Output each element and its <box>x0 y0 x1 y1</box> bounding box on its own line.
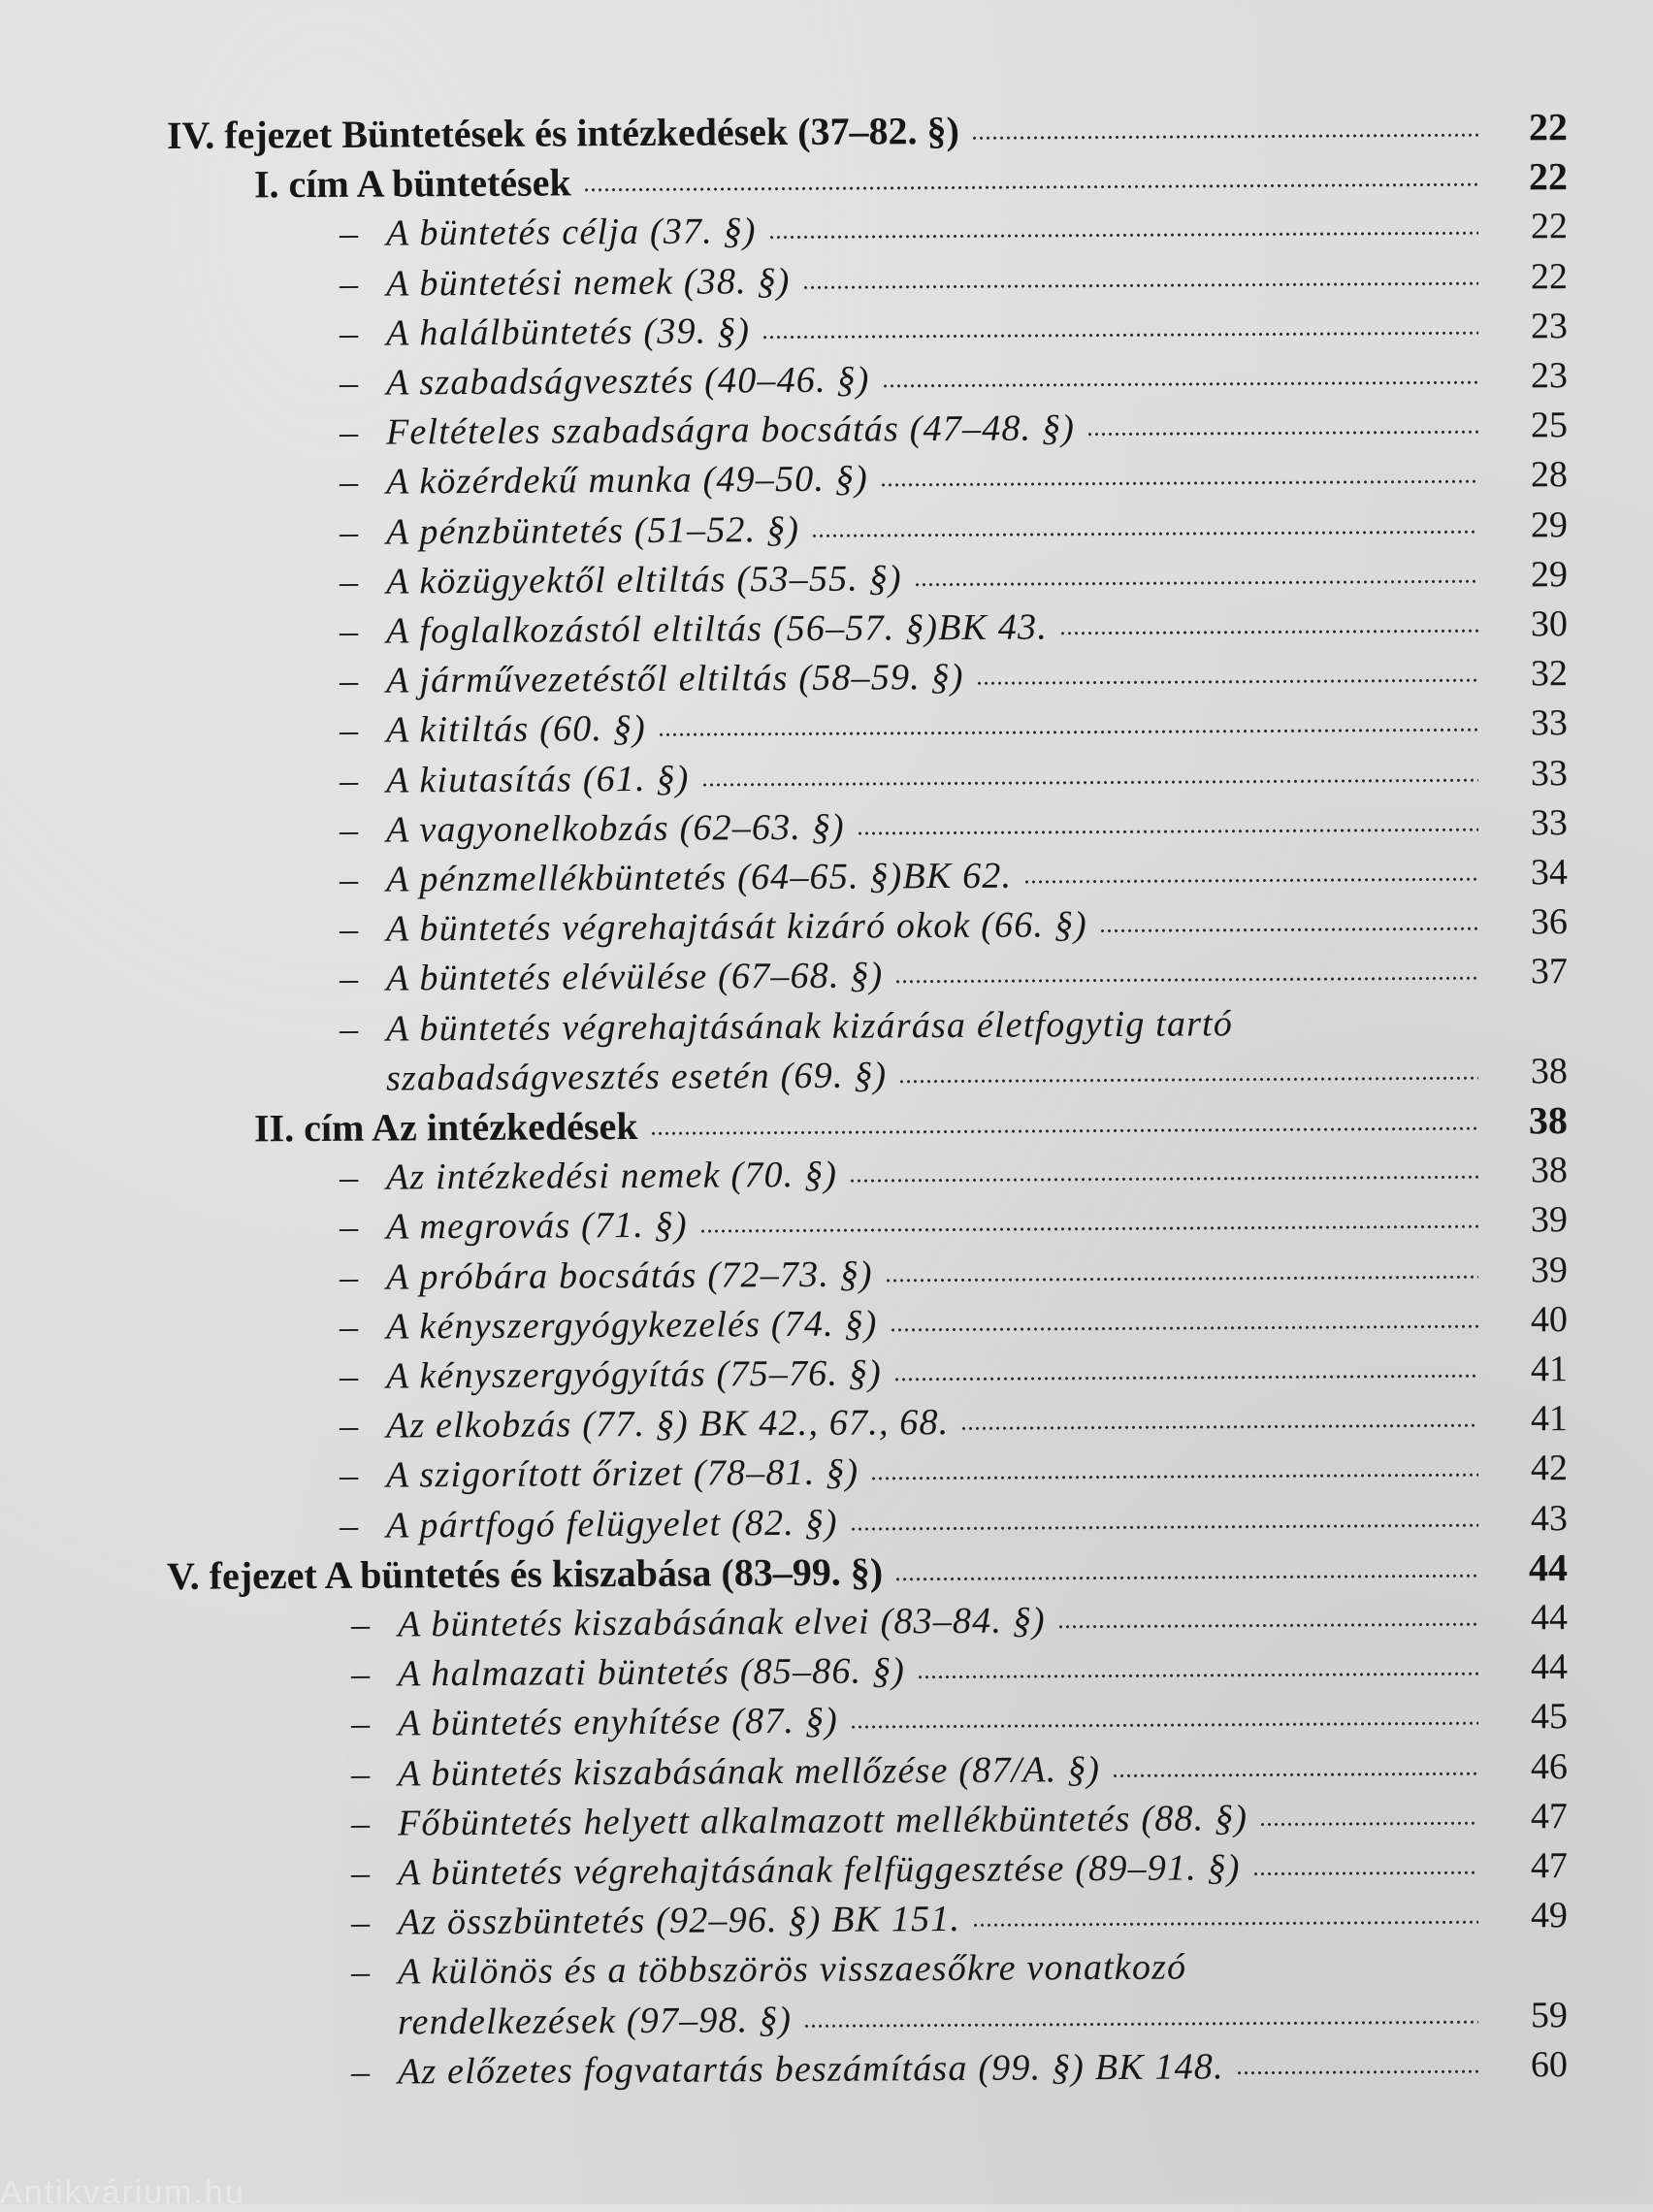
page-number: 44 <box>1530 1597 1569 1639</box>
toc-row <box>0 549 1653 607</box>
dot-leader <box>850 1520 1478 1533</box>
page-number: 39 <box>1530 1199 1569 1241</box>
toc-entry-label: A járművezetéstől eltiltás (58–59. §) <box>385 657 964 701</box>
page-number: 39 <box>1530 1249 1569 1290</box>
page-number: 34 <box>1530 852 1569 894</box>
toc-entry-label: A büntetés végrehajtásának felfüggesztése (89–91. §) <box>397 1847 1241 1894</box>
dot-leader <box>583 180 1478 195</box>
toc-entry <box>340 203 1488 258</box>
toc-entry-label: A büntetés végrehajtását kizáró okok (66. §) <box>385 904 1088 950</box>
dot-leader <box>870 1471 1478 1483</box>
page-number: 46 <box>1530 1745 1569 1787</box>
page-number: 47 <box>1530 1845 1569 1887</box>
toc-row <box>0 848 1653 906</box>
page-number: 22 <box>1530 255 1569 297</box>
toc-entry-label: A vagyonelkobzás (62–63. §) <box>385 806 845 851</box>
toc-entry-label: A szabadságvesztés (40–46. §) <box>385 359 870 404</box>
toc-entry <box>340 451 1488 506</box>
page-number: 38 <box>1530 1150 1569 1191</box>
dot-leader <box>914 576 1478 589</box>
dot-leader <box>811 527 1478 539</box>
toc-entry-label: A büntetés enyhítése (87. §) <box>397 1701 839 1744</box>
toc-entry <box>340 352 1488 407</box>
dash-marker: – <box>339 1455 360 1497</box>
toc-entry <box>351 1693 1488 1748</box>
dot-leader <box>971 131 1478 143</box>
dash-marker: – <box>339 1505 360 1546</box>
dash-marker: – <box>339 710 360 752</box>
page-number: 29 <box>1530 553 1569 596</box>
toc-row <box>0 1940 1653 1999</box>
toc-entry <box>340 302 1488 357</box>
dash-marker: – <box>350 1753 372 1795</box>
dash-marker: – <box>339 561 360 602</box>
dot-leader <box>972 1918 1478 1930</box>
toc-entry-label: A közügyektől eltiltás (53–55. §) <box>385 558 902 602</box>
toc-entry-label: A kitiltás (60. §) <box>385 708 647 751</box>
dot-leader <box>893 1372 1478 1384</box>
page-number: 29 <box>1530 504 1569 545</box>
toc-entry-label: Az összbüntetés (92–96. §) BK 151. <box>397 1899 961 1943</box>
page-number: 42 <box>1530 1448 1569 1489</box>
toc-entry-label: A kiutasítás (61. §) <box>385 758 690 801</box>
toc-entry <box>340 402 1488 457</box>
dot-leader <box>1236 2066 1478 2077</box>
toc-entry-label: A próbára bocsátás (72–73. §) <box>385 1253 873 1298</box>
toc-entry <box>340 699 1488 755</box>
toc-entry <box>351 1742 1488 1798</box>
toc-row <box>0 1891 1653 1949</box>
toc-row <box>0 1195 1653 1253</box>
toc-row <box>0 1245 1653 1303</box>
toc-row <box>0 351 1653 409</box>
toc-row <box>0 2039 1653 2098</box>
toc-entry <box>340 1395 1488 1450</box>
dot-leader <box>894 1571 1478 1583</box>
toc-entry <box>340 849 1488 904</box>
page-number: 47 <box>1530 1795 1569 1838</box>
toc-entry-label: A szigorított őrizet (78–81. §) <box>385 1451 859 1496</box>
dot-leader <box>885 1272 1478 1285</box>
toc-row <box>0 699 1653 757</box>
toc-entry <box>351 1943 1187 1997</box>
dash-marker: – <box>339 809 360 851</box>
toc-row <box>0 103 1653 161</box>
toc-entry <box>340 601 1488 656</box>
dash-marker: – <box>339 1156 360 1199</box>
toc-row <box>0 301 1653 359</box>
section-heading <box>254 153 1488 210</box>
dash-marker: – <box>350 1952 372 1994</box>
toc-entry-label: szabadságvesztés esetén (69. §) <box>385 1055 888 1099</box>
toc-entry-label: A pénzbüntetés (51–52. §) <box>385 508 800 553</box>
page-number: 33 <box>1530 801 1569 844</box>
toc-entry-label: A büntetés elévülése (67–68. §) <box>385 955 884 999</box>
page-number: 22 <box>1528 105 1569 149</box>
dash-marker: – <box>350 1704 372 1745</box>
toc-entry <box>340 650 1488 705</box>
page-number: 22 <box>1530 206 1569 247</box>
toc-row <box>0 401 1653 459</box>
page-number: 44 <box>1530 1646 1569 1688</box>
dot-leader <box>1086 428 1478 439</box>
dash-marker: – <box>350 1803 372 1844</box>
toc-entry <box>340 1295 1488 1350</box>
toc-entry <box>340 1196 1488 1252</box>
page-number: 23 <box>1530 355 1569 397</box>
toc-row <box>0 897 1653 956</box>
toc-row <box>0 1394 1653 1452</box>
dash-marker: – <box>339 312 360 354</box>
dot-leader <box>1252 1869 1478 1878</box>
dash-marker: – <box>339 1256 360 1298</box>
toc-entry-label: A büntetés célja (37. §) <box>385 211 757 254</box>
toc-row <box>0 152 1653 211</box>
toc-entry-label: Feltételes szabadságra bocsátás (47–48. §) <box>385 407 1076 453</box>
toc-entry <box>340 1147 1488 1202</box>
page-number: 60 <box>1530 2043 1569 2086</box>
toc-entry <box>340 798 1488 854</box>
toc-entry-label: A kényszergyógyítás (75–76. §) <box>385 1352 883 1397</box>
dash-marker: – <box>350 1653 372 1695</box>
page-number: 44 <box>1528 1545 1569 1590</box>
dot-leader <box>890 1321 1478 1334</box>
toc-entry-label: A foglalkozástól eltiltás (56–57. §)BK 43. <box>385 606 1049 652</box>
toc-entry <box>351 2040 1488 2096</box>
page-number: 30 <box>1530 603 1569 645</box>
dot-leader <box>850 1719 1478 1732</box>
toc-entry-label: I. cím A büntetések <box>253 160 571 207</box>
dash-marker: – <box>339 959 360 1000</box>
dot-leader <box>699 1222 1478 1236</box>
page-number: 33 <box>1530 702 1569 744</box>
toc-entry-label: Az előzetes fogvatartás beszámítása (99. §) BK 148. <box>397 2046 1224 2093</box>
dot-leader <box>898 1073 1478 1086</box>
toc-row <box>0 251 1653 309</box>
page-number: 49 <box>1530 1895 1569 1936</box>
toc-entry <box>351 1792 1488 1847</box>
toc-entry-label: A különös és a többszörös visszaesőkre vonatkozó <box>397 1946 1187 1993</box>
toc-row <box>0 1146 1653 1204</box>
toc-row <box>0 947 1653 1005</box>
dot-leader <box>960 1421 1478 1433</box>
dash-marker: – <box>339 760 360 801</box>
toc-entry-label: A megrovás (71. §) <box>385 1205 688 1248</box>
toc-entry <box>340 1346 1488 1401</box>
page-number: 43 <box>1530 1497 1569 1539</box>
toc-row <box>0 202 1653 260</box>
dot-leader <box>894 974 1478 987</box>
dash-marker: – <box>350 1604 372 1645</box>
chapter-heading <box>167 1544 1488 1600</box>
toc-entry <box>398 1991 1488 2046</box>
toc-entry <box>386 1047 1488 1102</box>
dash-marker: – <box>350 2051 372 2093</box>
toc-entry-label: Főbüntetés helyett alkalmazott mellékbüntetés (88. §) <box>397 1797 1248 1844</box>
dash-marker: – <box>339 1008 360 1050</box>
dash-marker: – <box>339 511 360 553</box>
page-number: 28 <box>1530 454 1569 496</box>
toc-row <box>0 1593 1653 1651</box>
dot-leader <box>650 1124 1479 1138</box>
dot-leader <box>768 229 1478 242</box>
toc-entry-label: A halálbüntetés (39. §) <box>385 310 751 354</box>
dot-leader <box>1112 1769 1478 1779</box>
dot-leader <box>917 1670 1478 1682</box>
toc-row <box>0 1741 1653 1800</box>
toc-entry-label: A közérdekű munka (49–50. §) <box>385 458 868 503</box>
toc-row <box>0 1444 1653 1502</box>
dash-marker: – <box>339 1405 360 1448</box>
toc-entry-label: A kényszergyógykezelés (74. §) <box>385 1303 878 1348</box>
toc-entry <box>340 1445 1488 1500</box>
page-number: 36 <box>1530 901 1569 943</box>
toc-entry-label: A halmazati büntetés (85–86. §) <box>397 1650 906 1695</box>
toc-entry <box>340 501 1488 556</box>
toc-entry-label: A büntetés kiszabásának mellőzése (87/A. §) <box>397 1748 1101 1795</box>
dash-marker: – <box>350 1852 372 1894</box>
toc-entry-label: V. fejezet A büntetés és kiszabása (83–99. §) <box>166 1549 884 1598</box>
toc-entry <box>351 1594 1488 1649</box>
page-number: 41 <box>1530 1398 1569 1440</box>
dot-leader <box>762 328 1478 342</box>
page-number: 33 <box>1530 752 1569 794</box>
section-heading <box>254 1097 1488 1154</box>
dash-marker: – <box>339 908 360 951</box>
toc-row <box>0 1096 1653 1155</box>
toc-entry-label: Az intézkedési nemek (70. §) <box>385 1154 838 1198</box>
watermark: Antikvárium.hu <box>0 2174 245 2211</box>
page-number: 37 <box>1530 951 1569 992</box>
toc-row <box>0 649 1653 707</box>
toc-entry <box>351 1842 1488 1898</box>
page-number: 38 <box>1530 1050 1569 1092</box>
dot-leader <box>880 477 1478 490</box>
toc-entry-label: Az elkobzás (77. §) BK 42., 67., 68. <box>385 1402 950 1447</box>
toc-entry-label: A büntetés végrehajtásának kizárása életfogytig tartó <box>385 1002 1234 1050</box>
page-number: 45 <box>1530 1696 1569 1738</box>
toc-entry <box>340 948 1488 1003</box>
chapter-heading <box>167 104 1488 160</box>
dash-marker: – <box>339 610 360 652</box>
dot-leader <box>976 676 1478 688</box>
toc-row <box>0 1493 1653 1551</box>
dot-leader <box>802 278 1478 291</box>
toc-row <box>0 1046 1653 1104</box>
page-number: 38 <box>1528 1098 1569 1143</box>
dot-leader <box>701 775 1479 789</box>
dash-marker: – <box>339 859 360 900</box>
toc-entry <box>340 898 1488 954</box>
page-number: 22 <box>1528 154 1569 199</box>
toc-row <box>0 1643 1653 1701</box>
toc-row <box>0 996 1653 1055</box>
dot-leader <box>1099 925 1478 935</box>
dot-leader <box>803 2017 1478 2030</box>
dot-leader <box>658 726 1478 739</box>
toc-entry-label: A pénzmellékbüntetés (64–65. §)BK 62. <box>385 855 1013 900</box>
toc-row <box>0 600 1653 658</box>
page-number: 25 <box>1530 405 1569 446</box>
dash-marker: – <box>339 1207 360 1249</box>
dash-marker: – <box>339 462 360 504</box>
toc-entry-label: A büntetés kiszabásának elvei (83–84. §) <box>397 1600 1046 1645</box>
dot-leader <box>849 1173 1478 1186</box>
toc-row <box>0 1692 1653 1750</box>
toc-row <box>0 450 1653 508</box>
toc-entry <box>351 1892 1488 1947</box>
dot-leader <box>857 825 1478 837</box>
toc-entry <box>340 252 1488 308</box>
page-number: 40 <box>1530 1298 1569 1341</box>
toc-entry <box>340 1246 1488 1301</box>
toc-entry-label: II. cím Az intézkedések <box>253 1103 638 1151</box>
dash-marker: – <box>339 213 360 255</box>
toc-entry-label: A pártfogó felügyelet (82. §) <box>385 1502 838 1546</box>
dash-marker: – <box>339 660 360 702</box>
toc-entry <box>340 749 1488 804</box>
dot-leader <box>1057 1620 1478 1632</box>
dash-marker: – <box>339 362 360 404</box>
toc-entry-label: rendelkezések (97–98. §) <box>397 1999 793 2043</box>
toc-row <box>0 1791 1653 1849</box>
toc-entry <box>340 550 1488 605</box>
dot-leader <box>1059 627 1478 638</box>
toc-row <box>0 1543 1653 1601</box>
page-number: 23 <box>1530 305 1569 347</box>
dash-marker: – <box>350 1902 372 1943</box>
dash-marker: – <box>339 1306 360 1348</box>
toc-entry-label: A büntetési nemek (38. §) <box>385 260 791 305</box>
dash-marker: – <box>339 263 360 305</box>
toc-entry-label: IV. fejezet Büntetések és intézkedések (37–82. §) <box>166 108 959 157</box>
page-number: 59 <box>1530 1994 1569 2035</box>
toc-entry <box>351 1643 1488 1699</box>
toc-row <box>0 1990 1653 2048</box>
toc-row <box>0 748 1653 806</box>
page-number: 41 <box>1530 1349 1569 1390</box>
page-number: 32 <box>1530 653 1569 695</box>
dot-leader <box>882 378 1479 391</box>
toc-entry <box>340 999 1233 1054</box>
dot-leader <box>1259 1818 1478 1828</box>
dot-leader <box>1023 875 1478 887</box>
toc-row <box>0 1294 1653 1352</box>
dash-marker: – <box>339 1355 360 1397</box>
dash-marker: – <box>339 411 360 454</box>
toc-row <box>0 797 1653 856</box>
toc-row <box>0 1841 1653 1900</box>
toc-row <box>0 1345 1653 1403</box>
toc-entry <box>340 1494 1488 1549</box>
toc-row <box>0 500 1653 558</box>
